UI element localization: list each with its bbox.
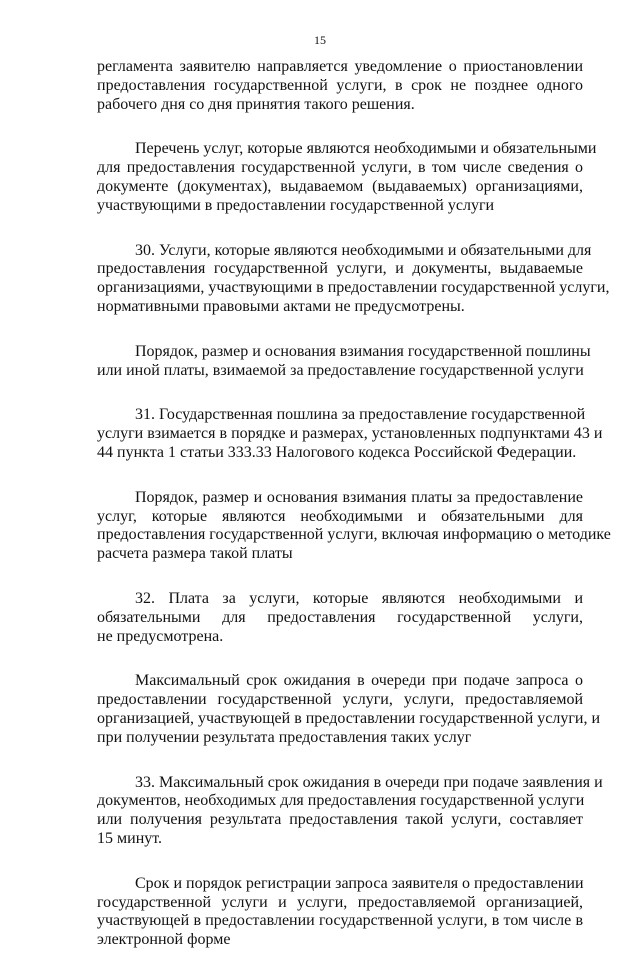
text-line: расчета размера такой платы xyxy=(97,545,293,563)
text-line: Максимальный срок ожидания в очереди при подаче запроса о xyxy=(135,672,583,690)
text-line: Срок и порядок регистрации запроса заявителя о предоставлении xyxy=(135,874,584,892)
paragraph-31 xyxy=(97,406,603,462)
text-line: 15 минут. xyxy=(97,829,163,847)
text-line: документе (документах), выдаваемом (выдаваемых) организациями, xyxy=(97,177,583,195)
text-line: 33. Максимальный срок ожидания в очереди при подаче заявления и xyxy=(135,773,603,791)
paragraph-continuation xyxy=(97,58,583,114)
page-number: 15 xyxy=(314,33,326,47)
section-heading xyxy=(97,672,601,747)
text-line: при получении результата предоставления таких услуг xyxy=(97,728,472,746)
text-line: Перечень услуг, которые являются необходимыми и обязательными xyxy=(135,140,597,158)
text-line: организациями, участвующими в предоставлении государственной услуги, xyxy=(97,279,610,297)
text-line: электронной форме xyxy=(97,931,231,949)
text-line: обязательными для предоставления государственной услуги, xyxy=(97,608,583,626)
text-line: Порядок, размер и основания взимания платы за предоставление xyxy=(135,488,583,506)
document-body xyxy=(97,58,611,976)
section-heading xyxy=(97,488,611,564)
paragraph-32 xyxy=(97,590,583,646)
section-heading xyxy=(97,342,591,381)
text-line: для предоставления государственной услуги, в том числе сведения о xyxy=(97,159,583,177)
text-line: нормативными правовыми актами не предусмотрены. xyxy=(97,297,465,315)
paragraph-30 xyxy=(97,241,610,317)
text-line: 31. Государственная пошлина за предоставление государственной xyxy=(135,406,586,424)
text-line: организацией, участвующей в предоставлении государственной услуги, и xyxy=(97,709,601,727)
text-line: Порядок, размер и основания взимания государственной пошлины xyxy=(135,342,591,360)
paragraph-33 xyxy=(97,773,603,849)
text-line: предоставления государственной услуги, включая информацию о методике xyxy=(97,526,611,544)
text-line: предоставления государственной услуги, и документы, выдаваемые xyxy=(97,260,583,278)
text-line: 30. Услуги, которые являются необходимыми и обязательными для xyxy=(135,241,592,259)
text-line: услуг, которые являются необходимыми и обязательными для xyxy=(97,507,583,525)
text-line: или получения результата предоставления такой услуги, составляет xyxy=(97,811,583,829)
text-line: не предусмотрена. xyxy=(97,627,224,645)
text-line: участвующими в предоставлении государственной услуги xyxy=(97,196,495,214)
text-line: услуги взимается в порядке и размерах, установленных подпунктами 43 и xyxy=(97,425,603,443)
text-line: 32. Плата за услуги, которые являются необходимыми и xyxy=(135,589,583,607)
text-line: документов, необходимых для предоставления государственной услуги xyxy=(97,792,585,810)
text-line: участвующей в предоставлении государственной услуги, в том числе в xyxy=(97,912,583,930)
text-line: рабочего дня со дня принятия такого решения. xyxy=(97,95,415,113)
text-line: предоставлении государственной услуги, услуги, предоставляемой xyxy=(97,691,583,709)
text-line: или иной платы, взимаемой за предоставление государственной услуги xyxy=(97,361,584,379)
text-line: государственной услуги и услуги, предоставляемой организацией, xyxy=(97,893,583,911)
text-line: регламента заявителю направляется уведомление о приостановлении xyxy=(97,58,583,75)
text-line: предоставления государственной услуги, в срок не позднее одного xyxy=(97,76,583,94)
section-heading xyxy=(97,875,583,950)
text-line: 44 пункта 1 статьи 333.33 Налогового кодекса Российской Федерации. xyxy=(97,443,577,461)
section-heading xyxy=(97,140,597,215)
